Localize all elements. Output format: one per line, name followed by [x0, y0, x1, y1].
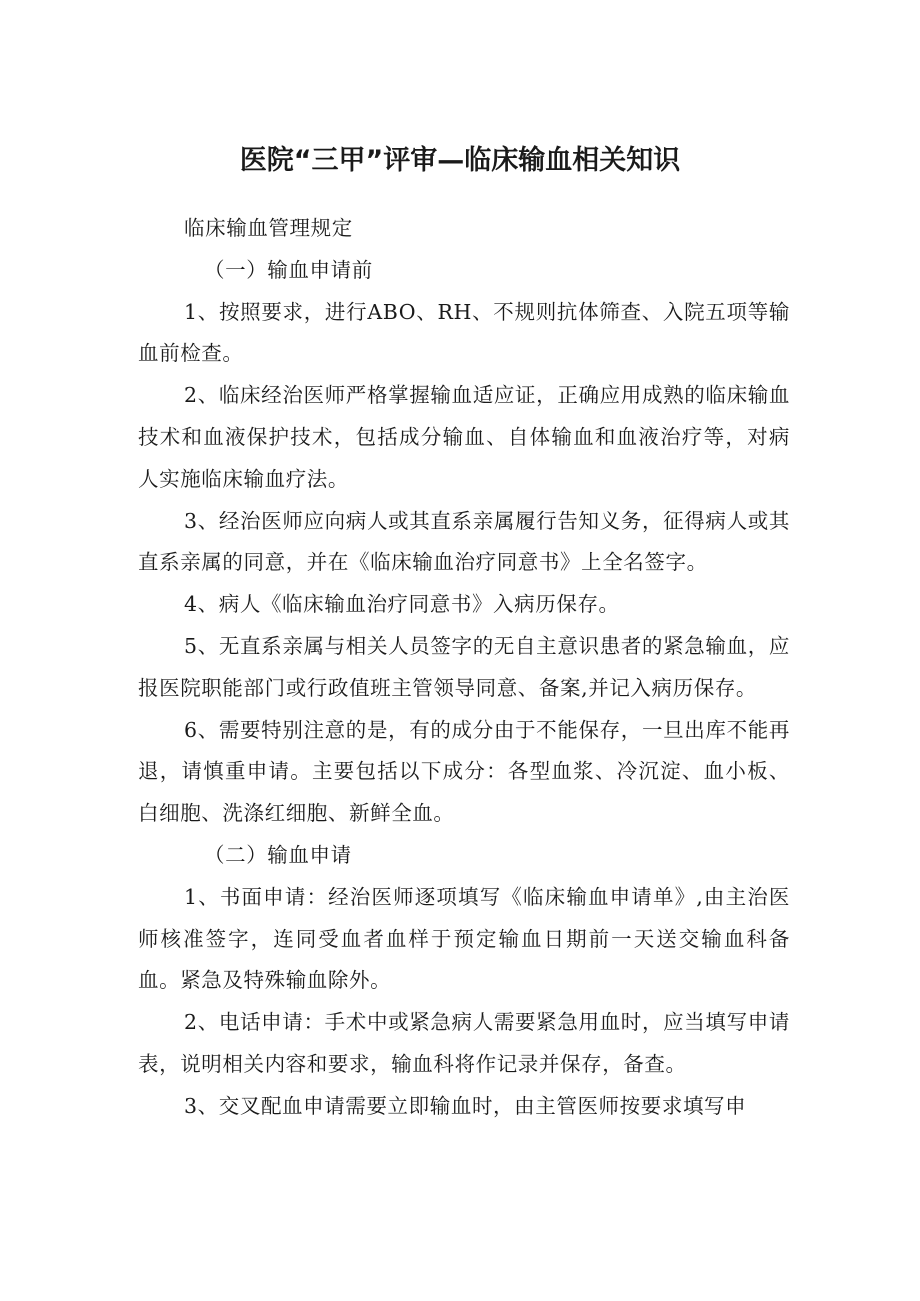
paragraph: 4、病人《临床输血治疗同意书》入病历保存。: [184, 592, 620, 617]
document-body: [138, 208, 790, 1128]
document-title: 医院“三甲”评审—临床输血相关知识: [239, 145, 681, 176]
paragraph: 2、临床经治医师严格掌握输血适应证，正确应用成熟的临床输血技术和血液保护技术，包括成分输血、自体输血和血液治疗等，对病人实施临床输血疗法。: [138, 383, 790, 491]
paragraph: 5、无直系亲属与相关人员签字的无自主意识患者的紧急输血，应报医院职能部门或行政值班主管领导同意、备案,并记入病历保存。: [138, 633, 790, 700]
paragraph: 3、经治医师应向病人或其直系亲属履行告知义务，征得病人或其直系亲属的同意，并在《临床输血治疗同意书》上全名签字。: [138, 508, 790, 575]
paragraph: 3、交叉配血申请需要立即输血时，由主管医师按要求填写申: [184, 1093, 747, 1118]
paragraph: 2、电话申请：手术中或紧急病人需要紧急用血时，应当填写申请表，说明相关内容和要求，输血科将作记录并保存，备查。: [138, 1010, 790, 1076]
paragraph: 1、按照要求，进行ABO、RH、不规则抗体筛查、入院五项等输血前检查。: [138, 299, 790, 366]
paragraph: 6、需要特别注意的是，有的成分由于不能保存，一旦出库不能再退，请慎重申请。主要包括以下成分：各型血浆、冷沉淀、血小板、白细胞、洗涤红细胞、新鲜全血。: [138, 717, 790, 826]
paragraph: 1、书面申请：经治医师逐项填写《临床输血申请单》,由主治医师核准签字，连同受血者血样于预定输血日期前一天送交输血科备血。紧急及特殊输血除外。: [138, 884, 790, 993]
part1-heading: （一）输血申请前: [204, 257, 373, 282]
section-title: 临床输血管理规定: [184, 216, 353, 240]
part2-heading: （二）输血申请: [204, 842, 352, 867]
